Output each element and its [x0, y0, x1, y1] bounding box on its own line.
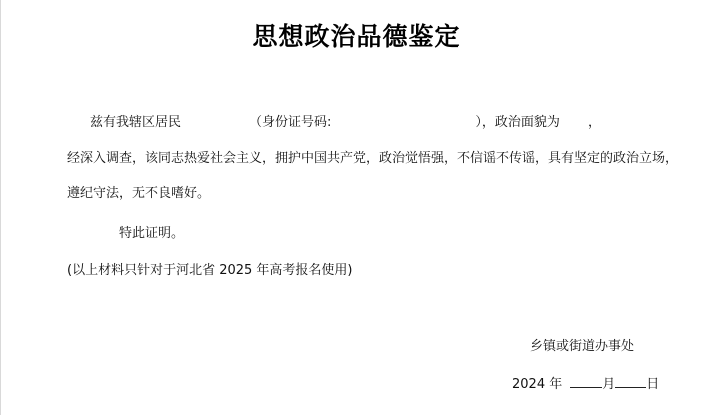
intro-comma: ，: [587, 115, 601, 130]
certify-text: 特此证明。: [119, 226, 185, 241]
date-day-suffix: 日: [646, 377, 660, 392]
document-title: 思想政治品德鉴定: [252, 22, 461, 51]
body-line-2: 遵纪守法，无不良嗜好。: [67, 186, 211, 201]
intro-line: [90, 114, 601, 132]
date-year: 2024 年: [512, 377, 563, 392]
id-number-label: （身份证号码:: [249, 115, 332, 130]
usage-note: (以上材料只针对于河北省 2025 年高考报名使用): [67, 263, 353, 278]
id-number-close: ），: [475, 115, 495, 130]
body-line-1: 经深入调查，该同志热爱社会主义，拥护中国共产党，政治觉悟强，不信谣不传谣，具有坚定的政治立场，: [67, 151, 679, 166]
page-edge-divider: [0, 0, 1, 415]
political-status-label: 政治面貌为: [494, 115, 560, 130]
issuer-name: 乡镇或街道办事处: [530, 339, 635, 354]
day-blank: [615, 375, 646, 388]
date-line: [512, 375, 659, 394]
intro-prefix: 兹有我辖区居民: [90, 115, 182, 130]
date-month-suffix: 月: [602, 377, 616, 392]
month-blank: [570, 375, 602, 388]
